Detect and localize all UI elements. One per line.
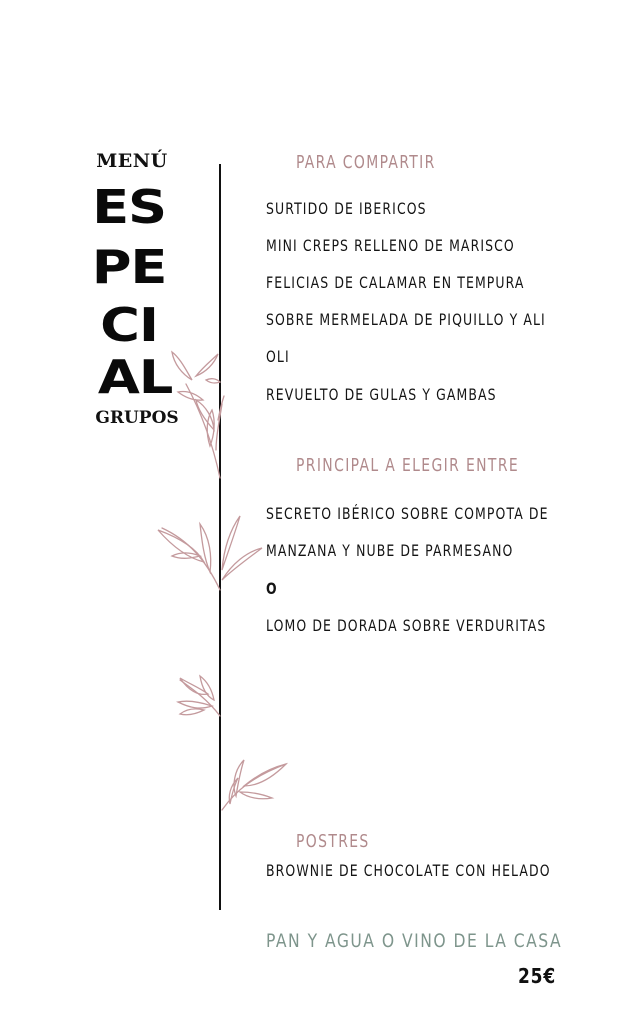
menu-item: SURTIDO DE IBERICOS [266,199,427,218]
title-especial-line-2: PE [91,240,167,294]
title-especial-line-4: AL [97,350,173,404]
menu-item: REVUELTO DE GULAS Y GAMBAS [266,385,497,404]
menu-item: FELICIAS DE CALAMAR EN TEMPURA [266,273,525,292]
title-especial-line-1: ES [92,180,166,234]
menu-item: MINI CREPS RELLENO DE MARISCO [266,236,515,255]
menu-item: BROWNIE DE CHOCOLATE CON HELADO [266,861,551,880]
footer-note: PAN Y AGUA O VINO DE LA CASA [266,930,563,952]
price-label: 25€ [518,964,557,988]
menu-item-or: O [266,579,278,598]
grupos-label: GRUPOS [95,408,179,428]
menu-label: MENÚ [96,150,168,172]
vertical-divider [219,164,221,910]
title-especial-line-3: CI [100,298,158,352]
menu-item: LOMO DE DORADA SOBRE VERDURITAS [266,616,547,635]
menu-item: OLI [266,347,290,366]
menu-item: MANZANA Y NUBE DE PARMESANO [266,541,514,560]
heading-para-compartir: PARA COMPARTIR [296,152,436,173]
heading-principal: PRINCIPAL A ELEGIR ENTRE [296,455,520,476]
menu-item: SECRETO IBÉRICO SOBRE COMPOTA DE [266,504,549,523]
heading-postres: POSTRES [296,831,370,852]
menu-item: SOBRE MERMELADA DE PIQUILLO Y ALI [266,310,546,329]
